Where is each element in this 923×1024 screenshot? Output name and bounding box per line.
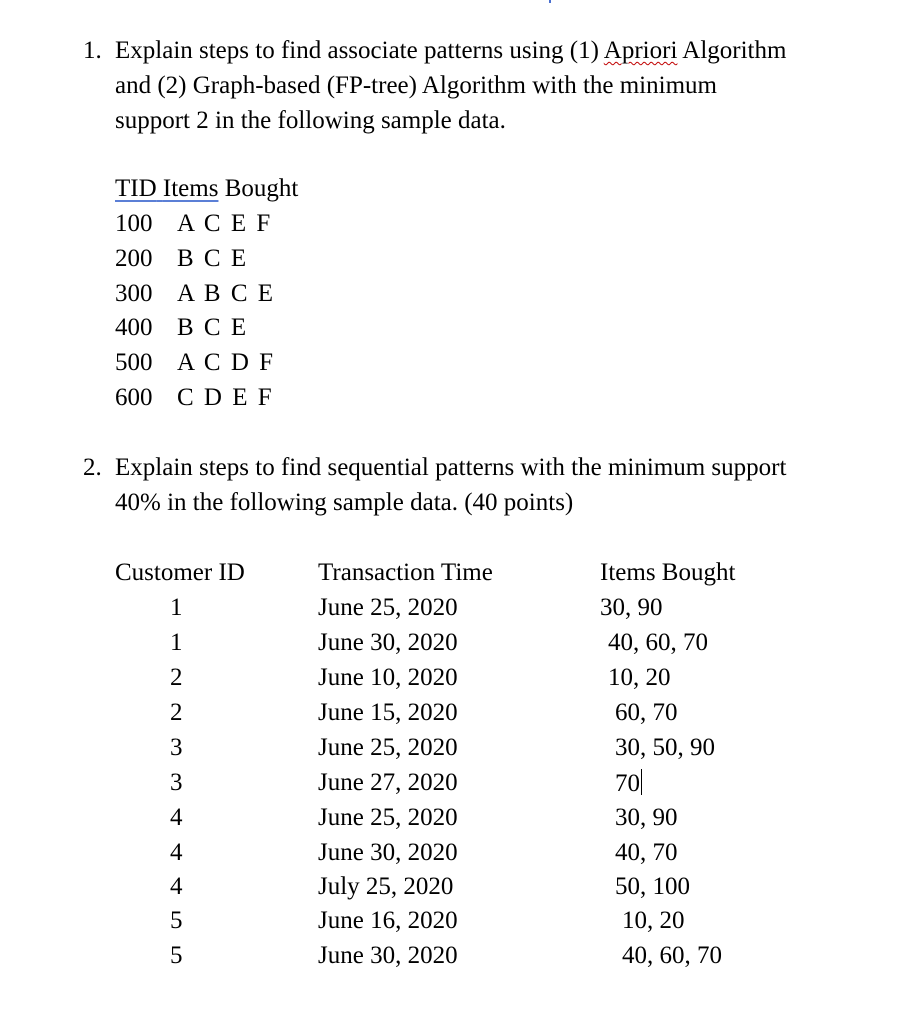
question-1-line-1[interactable] <box>115 37 786 65</box>
header-items: Items <box>162 175 219 202</box>
header-transaction-time: Transaction Time <box>318 559 493 586</box>
transaction-time-cell: June 16, 2020 <box>318 907 458 934</box>
transaction-time-cell: June 27, 2020 <box>318 769 458 796</box>
question-2-number: 2. <box>83 454 102 481</box>
customer-id-cell: 4 <box>170 839 183 866</box>
spellcheck-word-apriori[interactable]: Apriori <box>603 37 678 64</box>
items-bought-cell: 40, 60, 70 <box>622 942 722 969</box>
text-cursor <box>641 769 642 795</box>
tid-value: 500 <box>115 349 153 376</box>
question-1-line-1-post: Algorithm <box>677 37 787 64</box>
tid-table-header[interactable] <box>115 175 298 203</box>
items-bought-cell: 40, 60, 70 <box>608 629 708 656</box>
customer-id-cell: 3 <box>170 734 183 761</box>
customer-id-cell: 1 <box>170 594 183 621</box>
items-value: B C E <box>177 314 249 341</box>
customer-id-cell: 5 <box>170 907 183 934</box>
transaction-time-cell: June 30, 2020 <box>318 942 458 969</box>
header-bought: Bought <box>224 175 299 202</box>
header-tid: TID <box>115 175 157 202</box>
items-bought-cell: 30, 90 <box>615 804 678 831</box>
customer-id-cell: 3 <box>170 769 183 796</box>
customer-id-cell: 4 <box>170 873 183 900</box>
transaction-time-cell: June 25, 2020 <box>318 804 458 831</box>
tid-value: 200 <box>115 245 153 272</box>
items-bought-cell: 30, 50, 90 <box>615 734 715 761</box>
customer-id-cell: 5 <box>170 942 183 969</box>
header-items-bought: Items Bought <box>600 559 736 586</box>
question-1-line-2[interactable]: and (2) Graph-based (FP-tree) Algorithm with the minimum <box>115 72 717 99</box>
tid-value: 400 <box>115 314 153 341</box>
tid-row[interactable] <box>115 384 274 412</box>
items-bought-cell: 10, 20 <box>622 907 685 934</box>
tid-value: 300 <box>115 280 153 307</box>
customer-id-cell: 2 <box>170 699 183 726</box>
tid-value: 600 <box>115 384 153 411</box>
items-bought-cell: 40, 70 <box>615 839 678 866</box>
tid-value: 100 <box>115 210 153 237</box>
transaction-time-cell: June 25, 2020 <box>318 734 458 761</box>
items-value: A B C E <box>177 280 276 307</box>
tid-row[interactable] <box>115 245 248 273</box>
transaction-time-cell: July 25, 2020 <box>318 873 454 900</box>
items-value: A C E F <box>177 210 273 237</box>
transaction-time-cell: June 15, 2020 <box>318 699 458 726</box>
transaction-time-cell: June 30, 2020 <box>318 629 458 656</box>
items-value: B C E <box>177 245 249 272</box>
items-value: C D E F <box>177 384 274 411</box>
items-bought-cell: 70 <box>615 770 640 797</box>
cursor-mark <box>549 0 551 3</box>
question-2-line-2[interactable]: 40% in the following sample data. (40 points) <box>115 489 574 516</box>
items-bought-cell: 10, 20 <box>608 664 671 691</box>
question-1-line-1-pre: Explain steps to find associate patterns using (1) <box>115 37 604 64</box>
customer-id-cell: 2 <box>170 664 183 691</box>
transaction-time-cell: June 30, 2020 <box>318 839 458 866</box>
header-customer-id: Customer ID <box>115 559 245 586</box>
items-bought-cell: 30, 90 <box>600 594 663 621</box>
customer-id-cell: 4 <box>170 804 183 831</box>
tid-row[interactable] <box>115 210 272 238</box>
customer-id-cell: 1 <box>170 629 183 656</box>
tid-row[interactable] <box>115 314 248 342</box>
transaction-time-cell: June 10, 2020 <box>318 664 458 691</box>
items-bought-cell: 50, 100 <box>615 873 690 900</box>
question-2-line-1[interactable]: Explain steps to find sequential patterns with the minimum support <box>115 454 787 481</box>
question-1-line-3[interactable]: support 2 in the following sample data. <box>115 107 506 134</box>
tid-row[interactable] <box>115 280 275 308</box>
items-value: A C D F <box>177 349 276 376</box>
question-1-number: 1. <box>83 37 102 64</box>
transaction-time-cell: June 25, 2020 <box>318 594 458 621</box>
tid-row[interactable] <box>115 349 275 377</box>
items-bought-cell: 60, 70 <box>615 699 678 726</box>
items-bought-cell-with-caret[interactable] <box>615 769 642 798</box>
